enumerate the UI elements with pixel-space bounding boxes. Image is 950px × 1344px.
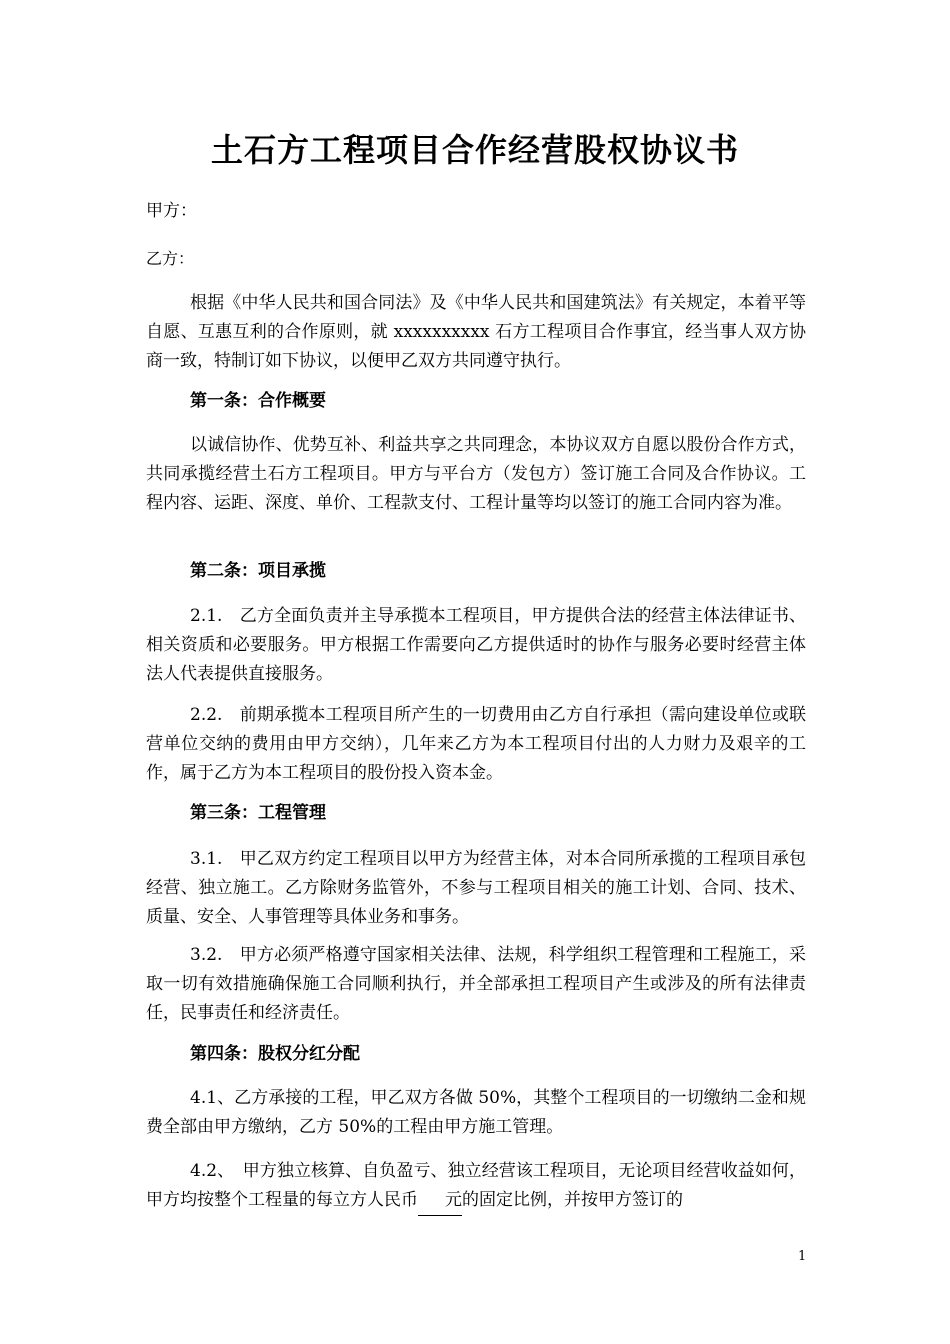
article-1-text: 以诚信协作、优势互补、利益共享之共同理念，本协议双方自愿以股份合作方式，共同承揽经营土石方工程项目。甲方与平台方（发包方）签订施工合同及合作协议。工程内容、运距、深度、单价、工程款支付、工程计量等均以签订的施工合同内容为准。 <box>146 435 806 513</box>
party-b-label: 乙方： <box>146 249 195 268</box>
preamble-paragraph: 根据《中华人民共和国合同法》及《中华人民共和国建筑法》有关规定，本着平等自愿、互惠互利的合作原则，就 xxxxxxxxxx 石方工程项目合作事宜，经当事人双方协商一致，特制订如下协议，以便甲乙双方共同遵守执行。 <box>146 293 806 371</box>
clause-2-1: 2.1. 乙方全面负责并主导承揽本工程项目，甲方提供合法的经营主体法律证书、相关资质和必要服务。甲方根据工作需要向乙方提供适时的协作与服务必要时经营主体法人代表提供直接服务。 <box>146 606 806 684</box>
clause-2-2: 2.2. 前期承揽本工程项目所产生的一切费用由乙方自行承担（需向建设单位或联营单位交纳的费用由甲方交纳），几年来乙方为本工程项目付出的人力财力及艰辛的工作，属于乙方为本工程项目的股份投入资本金。 <box>146 705 806 783</box>
document-title: 土石方工程项目合作经营股权协议书 <box>210 131 739 169</box>
clause-3-1: 3.1. 甲乙双方约定工程项目以甲方为经营主体，对本合同所承揽的工程项目承包经营、独立施工。乙方除财务监管外，不参与工程项目相关的施工计划、合同、技术、质量、安全、人事管理等具体业务和事务。 <box>146 849 806 927</box>
clause-4-2-text-before: 4.2、 甲方独立核算、自负盈亏、独立经营该工程项目，无论项目经营收益如何，甲方均按整个工程量的每立方人民币 <box>146 1161 806 1210</box>
price-blank-field: 元 <box>418 1186 462 1216</box>
clause-4-2 <box>146 1157 806 1216</box>
party-a-label: 甲方： <box>146 201 197 221</box>
clause-4-2-text-after: 的固定比例，并按甲方签订的 <box>462 1190 683 1210</box>
article-3-heading: 第三条：工程管理 <box>190 803 326 823</box>
clause-3-2: 3.2. 甲方必须严格遵守国家相关法律、法规，科学组织工程管理和工程施工，采取一切有效措施确保施工合同顺利执行，并全部承担工程项目产生或涉及的所有法律责任，民事责任和经济责任。 <box>146 945 806 1023</box>
article-4-heading: 第四条：股权分红分配 <box>190 1044 360 1064</box>
clause-4-1: 4.1、乙方承接的工程，甲乙双方各做 50%，其整个工程项目的一切缴纳二金和规费全部由甲方缴纳，乙方 50%的工程由甲方施工管理。 <box>146 1088 806 1137</box>
article-1-heading: 第一条：合作概要 <box>190 391 326 411</box>
page-number: 1 <box>798 1249 807 1264</box>
article-2-heading: 第二条：项目承揽 <box>190 561 326 581</box>
